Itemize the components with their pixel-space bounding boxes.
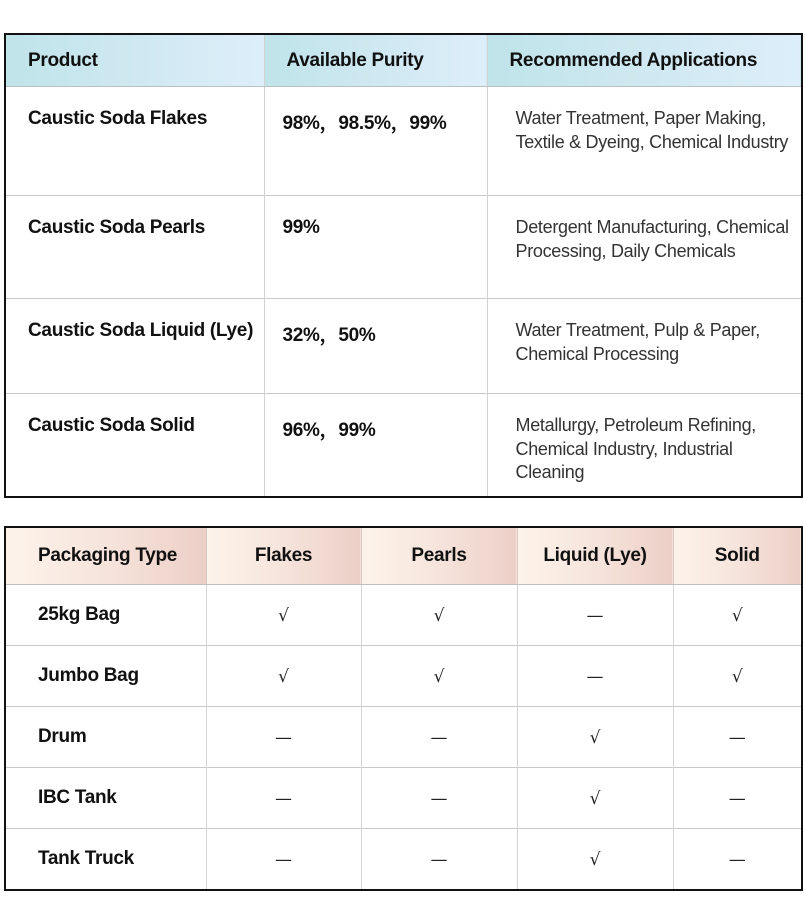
availability-flakes <box>206 585 361 646</box>
table-row <box>5 585 802 646</box>
product-purity: 98%，98.5%，99% <box>264 87 487 196</box>
product-name: Caustic Soda Flakes <box>5 87 264 196</box>
table-row <box>5 299 802 394</box>
header-packaging-type: Packaging Type <box>5 527 206 585</box>
product-name: Caustic Soda Pearls <box>5 196 264 299</box>
availability-pearls <box>361 829 517 891</box>
availability-mark: — <box>275 849 292 870</box>
availability-flakes <box>206 829 361 891</box>
availability-mark: — <box>728 727 746 748</box>
packaging-type: IBC Tank <box>5 768 206 829</box>
availability-liquid <box>517 646 673 707</box>
availability-solid <box>673 585 802 646</box>
table-row <box>5 646 802 707</box>
product-applications: Detergent Manufacturing, Chemical Processing, Daily Chemicals <box>487 196 802 299</box>
product-purity: 96%，99% <box>264 394 487 497</box>
header-flakes: Flakes <box>206 527 361 585</box>
availability-pearls <box>361 707 517 768</box>
packaging-type: 25kg Bag <box>5 585 206 646</box>
availability-pearls <box>361 646 517 707</box>
table-row <box>5 829 802 891</box>
packaging-type: Tank Truck <box>5 829 206 891</box>
availability-mark: √ <box>278 605 289 626</box>
header-liquid-lye: Liquid (Lye) <box>517 527 673 585</box>
product-applications: Water Treatment, Paper Making, Textile & Dyeing, Chemical Industry <box>487 87 802 196</box>
availability-mark: — <box>586 605 604 626</box>
table-row <box>5 87 802 196</box>
header-available-purity: Available Purity <box>264 34 487 87</box>
availability-mark: — <box>586 666 604 687</box>
availability-mark: — <box>275 788 292 809</box>
availability-solid <box>673 829 802 891</box>
packaging-header-row <box>5 527 802 585</box>
table-row <box>5 394 802 497</box>
availability-mark: — <box>728 788 746 809</box>
table-row <box>5 196 802 299</box>
availability-solid <box>673 768 802 829</box>
table-row <box>5 707 802 768</box>
product-purity: 99% <box>264 196 487 299</box>
availability-liquid <box>517 585 673 646</box>
packaging-type: Jumbo Bag <box>5 646 206 707</box>
product-name: Caustic Soda Liquid (Lye) <box>5 299 264 394</box>
table-row <box>5 768 802 829</box>
availability-solid <box>673 646 802 707</box>
header-pearls: Pearls <box>361 527 517 585</box>
availability-liquid <box>517 768 673 829</box>
availability-mark: √ <box>278 666 289 687</box>
product-name: Caustic Soda Solid <box>5 394 264 497</box>
availability-liquid <box>517 829 673 891</box>
availability-flakes <box>206 768 361 829</box>
availability-mark: √ <box>589 727 601 748</box>
availability-liquid <box>517 707 673 768</box>
products-header-row <box>5 34 802 87</box>
availability-pearls <box>361 585 517 646</box>
product-applications: Water Treatment, Pulp & Paper, Chemical Processing <box>487 299 802 394</box>
availability-mark: √ <box>433 666 445 687</box>
header-recommended-applications: Recommended Applications <box>487 34 802 87</box>
header-solid: Solid <box>673 527 802 585</box>
availability-flakes <box>206 646 361 707</box>
availability-mark: √ <box>433 605 445 626</box>
availability-mark: — <box>728 849 746 870</box>
availability-pearls <box>361 768 517 829</box>
availability-mark: — <box>430 788 448 809</box>
header-product: Product <box>5 34 264 87</box>
availability-mark: — <box>430 727 448 748</box>
availability-mark: — <box>430 849 448 870</box>
availability-mark: √ <box>731 605 743 626</box>
packaging-type: Drum <box>5 707 206 768</box>
availability-flakes <box>206 707 361 768</box>
product-applications: Metallurgy, Petroleum Refining, Chemical Industry, Industrial Cleaning <box>487 394 802 497</box>
availability-solid <box>673 707 802 768</box>
availability-mark: √ <box>589 788 601 809</box>
availability-mark: √ <box>731 666 743 687</box>
availability-mark: √ <box>589 849 601 870</box>
products-table <box>4 33 803 498</box>
product-purity: 32%，50% <box>264 299 487 394</box>
packaging-table <box>4 526 803 891</box>
availability-mark: — <box>275 727 292 748</box>
